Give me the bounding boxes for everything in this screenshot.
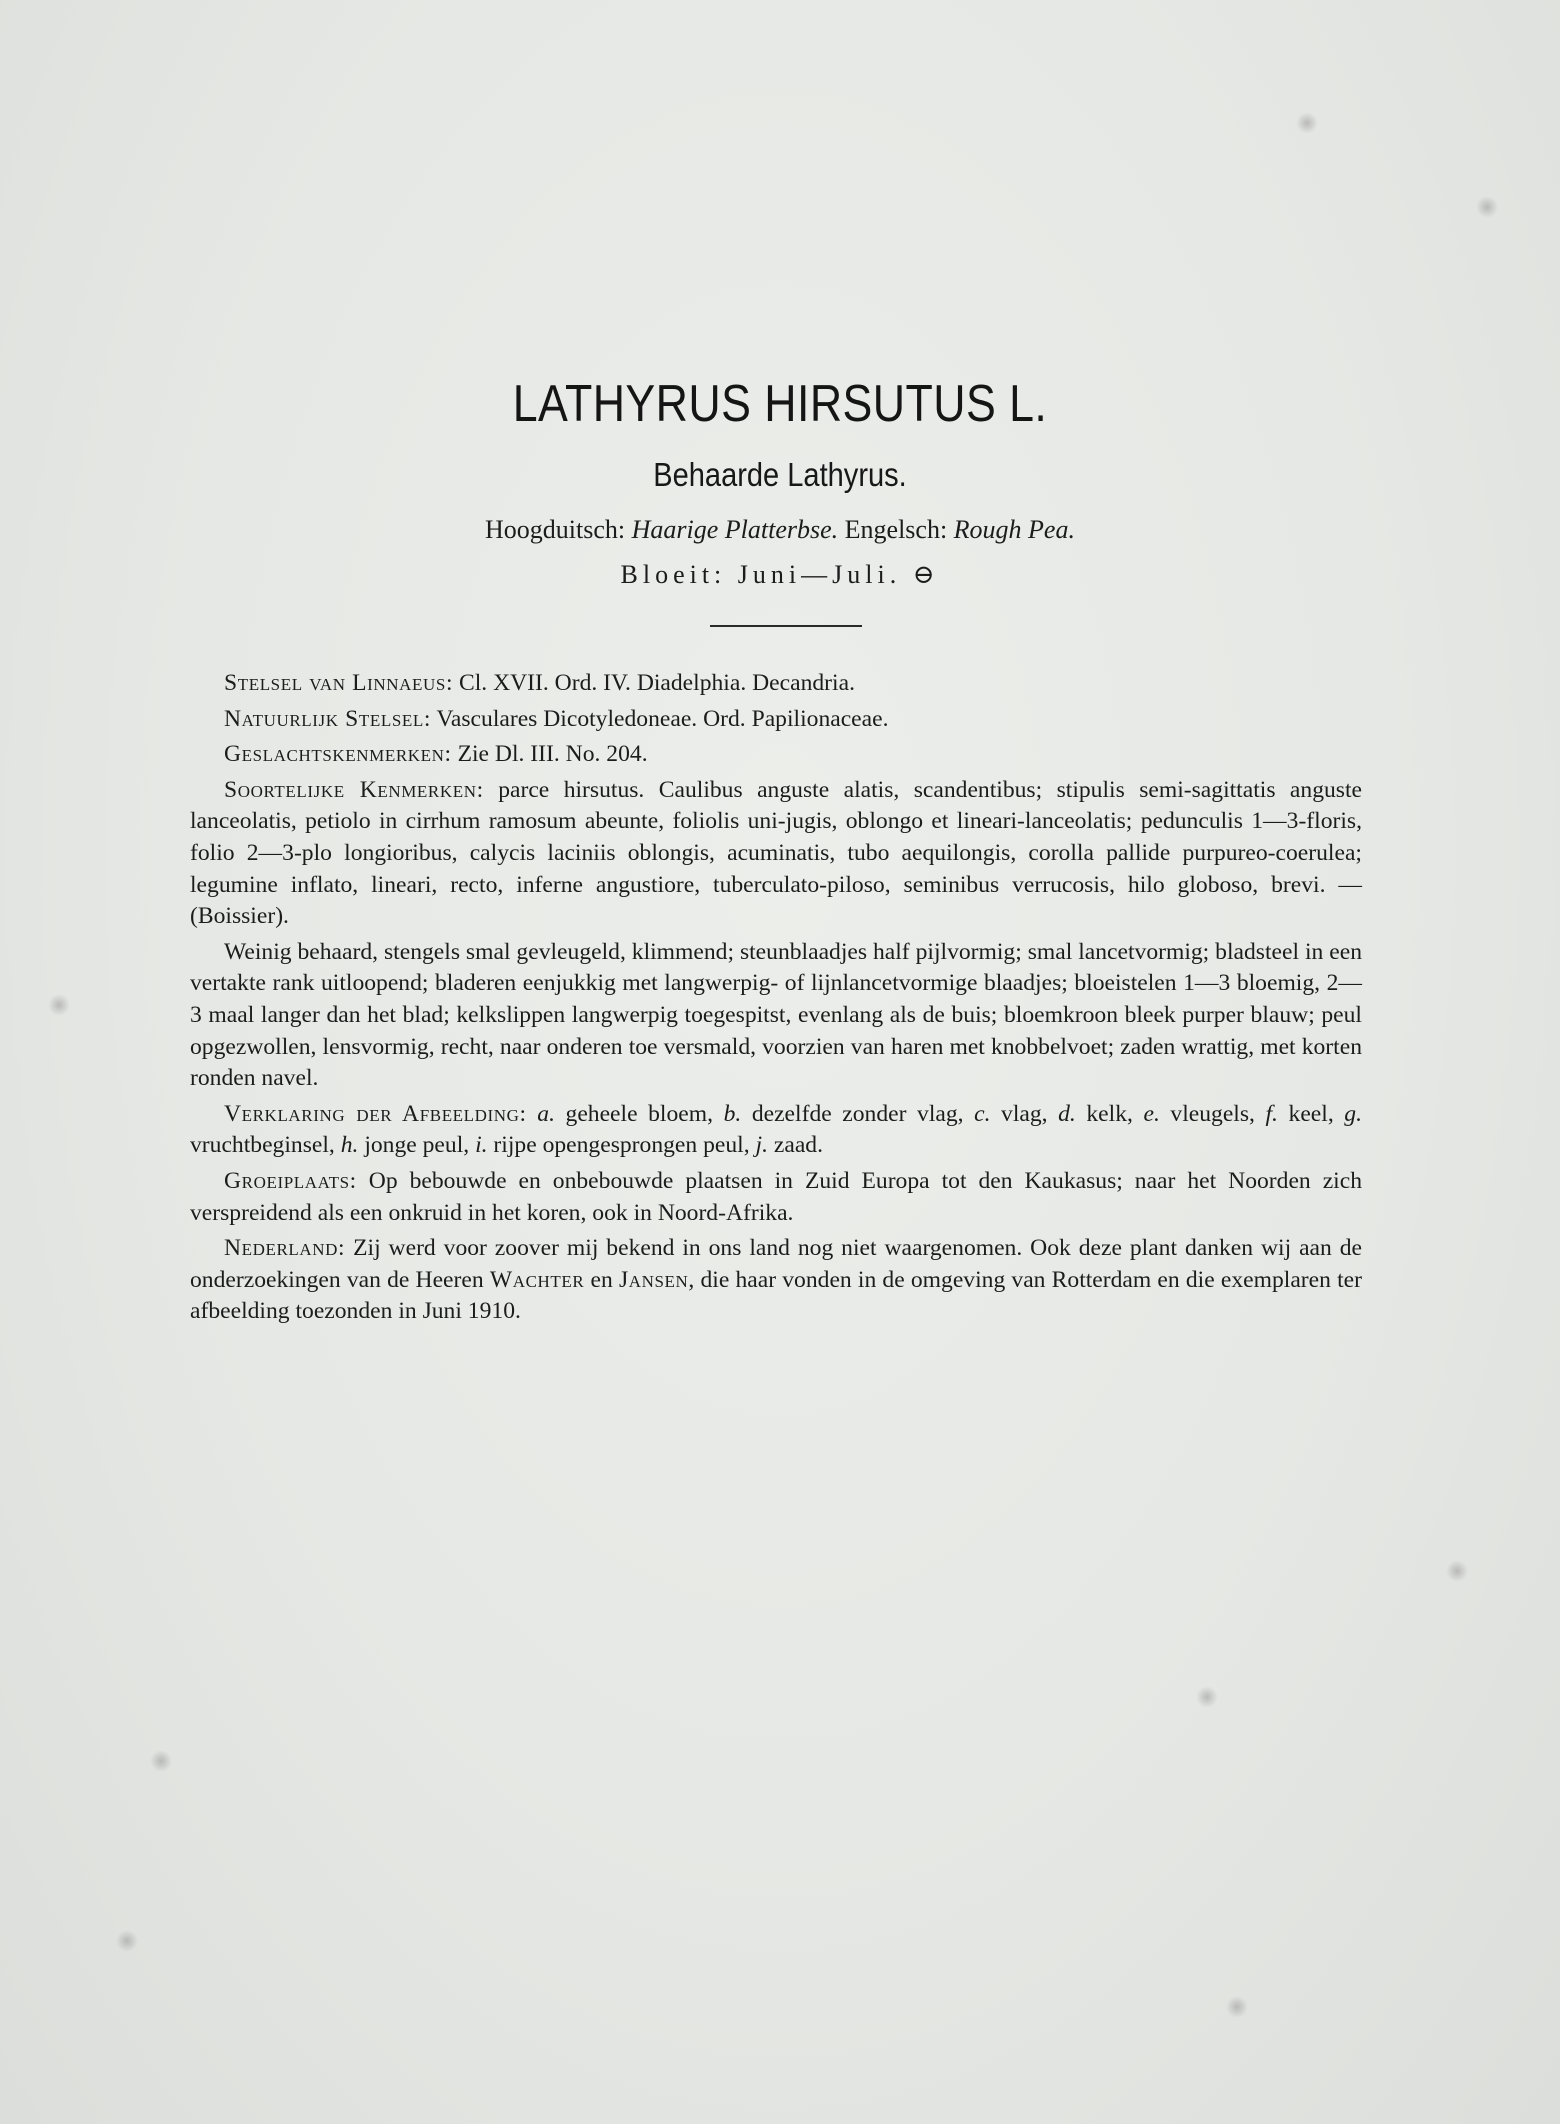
english-name: Rough Pea. <box>953 515 1075 544</box>
netherlands-section <box>190 1233 1362 1328</box>
legend-letter: a. <box>537 1100 555 1127</box>
paper-spot <box>116 1930 138 1952</box>
bloom-value: Juni—Juli. <box>737 560 902 589</box>
genus-text: Zie Dl. III. No. 204. <box>451 741 648 768</box>
paper-spot <box>150 1750 172 1772</box>
natural-system-text: Vasculares Dicotyledoneae. Ord. Papilionaceae. <box>431 705 889 732</box>
habitat-section <box>190 1166 1362 1229</box>
legend-text: vlag, <box>990 1100 1048 1127</box>
legend-letter: f. <box>1265 1100 1278 1127</box>
linnaeus-text: Cl. XVII. Ord. IV. Diadelphia. Decandria. <box>453 670 855 696</box>
english-name-label: Engelsch: <box>844 515 948 544</box>
paper-spot <box>1226 1996 1248 2018</box>
paper-spot <box>1196 1686 1218 1708</box>
legend-text: zaad. <box>767 1132 823 1159</box>
bloom-label: Bloeit: <box>620 560 727 589</box>
legend-text: geheele bloem, <box>554 1100 713 1127</box>
paper-spot <box>1476 196 1498 218</box>
legend-letter: g. <box>1344 1100 1362 1127</box>
legend-letter: b. <box>723 1100 742 1127</box>
legend-text: vruchtbeginsel, <box>190 1132 335 1159</box>
common-names-line <box>0 515 1560 545</box>
divider-rule <box>710 625 862 627</box>
netherlands-text: en <box>584 1266 619 1293</box>
species-section <box>190 775 1362 933</box>
collector-name-wachter: Wachter <box>489 1266 585 1293</box>
netherlands-text: , die haar vonden in de omgeving van Rotterdam en die exemplaren ter afbeelding toezonden in Juni 1910. <box>190 1266 1362 1325</box>
netherlands-text: Zij werd voor zoover mij bekend in ons land nog niet waargenomen. Ook deze plant danken wij aan de onderzoekingen van de Heeren <box>190 1235 1362 1293</box>
genus-section <box>190 739 1362 771</box>
legend-text: keel, <box>1277 1100 1334 1127</box>
legend-letter: e. <box>1143 1100 1160 1127</box>
netherlands-heading: Nederland: <box>224 1235 346 1262</box>
species-heading: Soortelijke Kenmerken: <box>224 776 484 803</box>
species-text: parce hirsutus. Caulibus anguste alatis, scandentibus; stipulis semi-sagittatis anguste lanceolatis, petiolo in cirrhum ramosum abeunte, foliolis uni-jugis, oblongo et lineari-lanceolatis; pedunculis 1—3-floris, folio 2—3-plo longioribus, calycis laciniis oblongis, acuminatis, tubo aequilongis, corolla pallide purpureo-coerulea; legumine inflato, lineari, recto, inferne angustiore, tuberculato-piloso, seminibus verrucosis, hilo globoso, brevi. — (Boissier). <box>190 776 1363 930</box>
genus-heading: Geslachtskenmerken: <box>224 741 452 768</box>
linnaeus-section <box>190 668 1362 700</box>
legend-letter: c. <box>974 1100 991 1127</box>
annual-symbol: ⊖ <box>912 560 940 589</box>
habitat-heading: Groeiplaats: <box>224 1167 357 1194</box>
legend-letter: j. <box>755 1132 768 1159</box>
page-title: LATHYRUS HIRSUTUS L. <box>512 375 1048 433</box>
description-text: Weinig behaard, stengels smal gevleugeld, klimmend; steunblaadjes half pijlvormig; smal lancetvormig; bladsteel in een vertakte rank uitloopend; bladeren eenjukkig met langwerpig- of lijnlancetvormige blaadjes; bloeistelen 1—3 bloemig, 2—3 maal langer dan het blad; kelkslippen langwerpig toegespitst, evenlang als de buis; bloemkroon bleek purper blauw; peul opgezwollen, lensvormig, recht, naar onderen toe versmald, voorzien van haren met knobbelvoet; zaden wrattig, met korten ronden navel. <box>190 938 1362 1092</box>
description-section <box>190 937 1362 1095</box>
legend-text: kelk, <box>1075 1100 1133 1127</box>
legend-text: rijpe opengesprongen peul, <box>487 1132 750 1159</box>
bloom-period-line <box>0 560 1560 590</box>
legend-letter: i. <box>475 1132 488 1159</box>
paper-spot <box>1446 1560 1468 1582</box>
legend-letter: d. <box>1058 1100 1076 1127</box>
document-body <box>190 668 1362 1328</box>
paper-spot <box>1296 112 1318 134</box>
paper-spot <box>48 994 70 1016</box>
legend-text: dezelfde zonder vlag, <box>741 1100 964 1127</box>
natural-system-section <box>190 704 1362 736</box>
linnaeus-heading: Stelsel van Linnaeus: <box>224 670 454 696</box>
collector-name-jansen: Jansen <box>618 1266 689 1293</box>
page-subtitle: Behaarde Lathyrus. <box>653 456 907 493</box>
natural-system-heading: Natuurlijk Stelsel: <box>224 705 431 732</box>
figure-legend-section <box>190 1099 1362 1162</box>
german-name-label: Hoogduitsch: <box>485 515 626 544</box>
figure-legend-heading: Verklaring der Afbeelding: <box>224 1100 527 1127</box>
legend-text: vleugels, <box>1159 1100 1255 1127</box>
legend-letter: h. <box>340 1132 359 1159</box>
habitat-text: Op bebouwde en onbebouwde plaatsen in Zuid Europa tot den Kaukasus; naar het Noorden zich verspreidend als een onkruid in het koren, ook in Noord-Afrika. <box>190 1167 1362 1226</box>
legend-text: jonge peul, <box>358 1132 470 1159</box>
german-name: Haarige Platterbse. <box>631 515 839 544</box>
